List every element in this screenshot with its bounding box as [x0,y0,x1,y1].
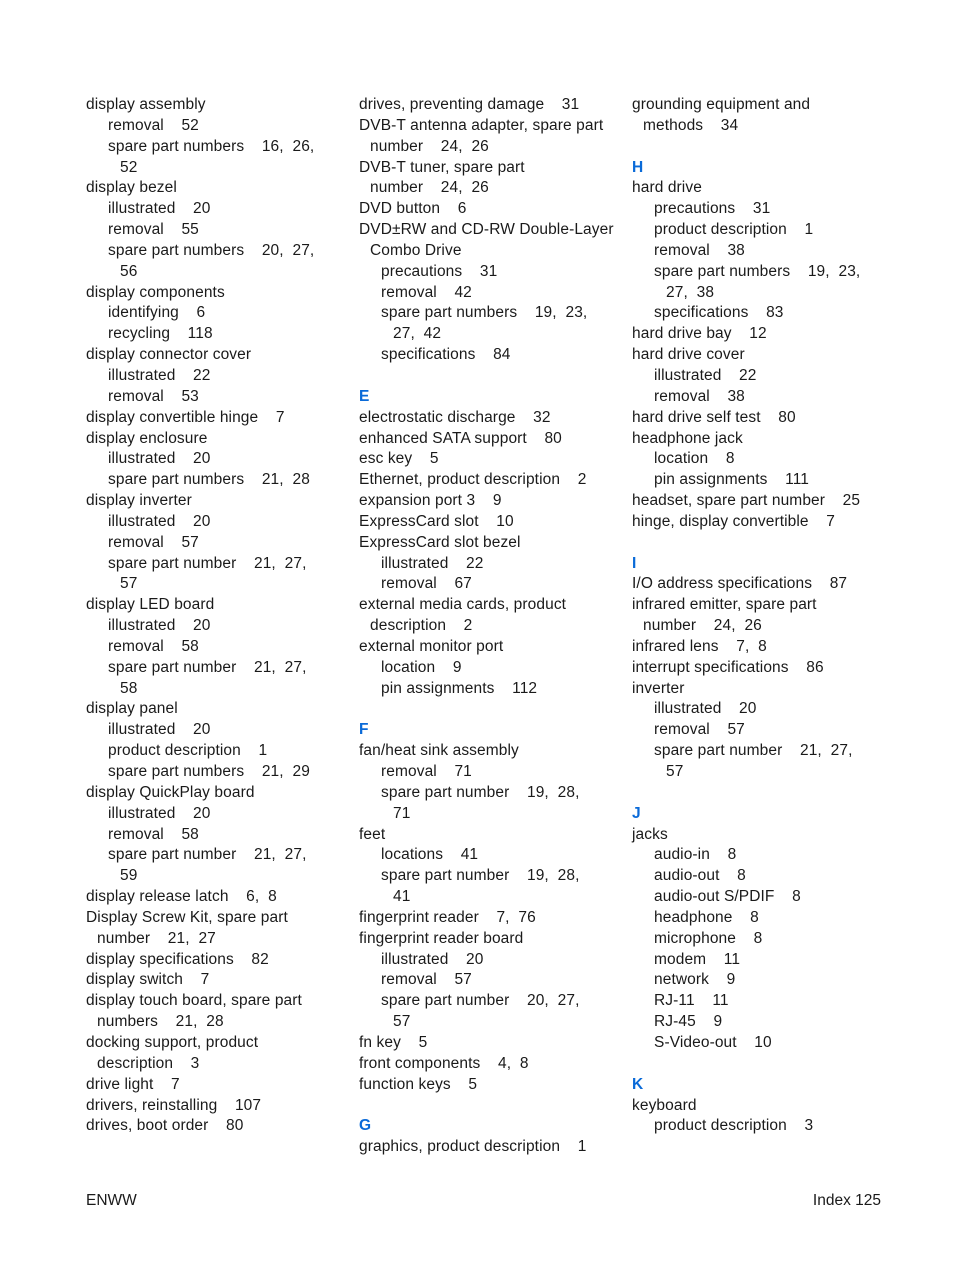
index-entry: display QuickPlay board [86,783,255,801]
index-subentry: recycling 118 [108,325,213,343]
index-entry: DVB-T antenna adapter, spare part [359,116,604,134]
index-entry-continuation: 57 [666,763,684,780]
index-subentry: specifications 83 [654,304,784,322]
index-entry: expansion port 3 9 [359,492,502,510]
index-entry: display switch 7 [86,971,210,989]
index-entry: hard drive cover [632,346,745,364]
index-entry: esc key 5 [359,450,439,468]
index-subentry: spare part number 21, 27, [654,742,853,760]
index-subentry: illustrated 22 [381,554,484,572]
index-subentry: RJ-45 9 [654,1013,723,1031]
index-entry: interrupt specifications 86 [632,658,824,676]
index-subentry: removal 42 [381,283,472,301]
index-entry-continuation: number 21, 27 [97,929,216,947]
index-entry-continuation: 56 [120,262,138,280]
index-entry: front components 4, 8 [359,1054,529,1072]
index-entry: hard drive [632,179,702,197]
index-entry: electrostatic discharge 32 [359,408,551,426]
index-entry-continuation: 71 [393,804,411,822]
index-subentry: illustrated 20 [654,700,757,718]
index-subentry: microphone 8 [654,929,763,947]
index-entry: inverter [632,679,685,697]
index-entry: keyboard [632,1096,697,1114]
index-entry: grounding equipment and [632,96,811,113]
index-entry: fingerprint reader 7, 76 [359,908,536,926]
index-subentry: specifications 84 [381,346,511,364]
index-subentry: removal 38 [654,241,745,259]
index-entry: display inverter [86,492,192,510]
index-subentry: audio-out S/PDIF 8 [654,888,801,906]
index-entry: hard drive self test 80 [632,408,796,426]
index-entry-continuation: 58 [120,679,138,697]
index-subentry: location 8 [654,450,735,468]
index-entry-continuation: numbers 21, 28 [97,1013,224,1031]
index-subentry: illustrated 20 [108,721,211,739]
index-subentry: spare part numbers 21, 28 [108,471,310,489]
index-entry: display convertible hinge 7 [86,408,285,426]
index-entry-continuation: 41 [393,888,411,906]
index-subentry: spare part numbers 16, 26, [108,137,315,155]
index-subentry: RJ-11 11 [654,992,729,1010]
index-subentry: S-Video-out 10 [654,1033,772,1051]
index-subentry: network 9 [654,971,736,989]
index-subentry: spare part numbers 19, 23, [654,262,861,280]
index-entry: fingerprint reader board [359,929,524,947]
index-subentry: spare part number 21, 27, [108,554,307,572]
index-column-1 [86,95,341,1137]
index-letter-heading: I [632,554,637,572]
index-entry: display panel [86,700,178,718]
index-entry: hard drive bay 12 [632,325,767,343]
index-letter-heading: G [359,1117,372,1135]
index-entry: drivers, reinstalling 107 [86,1096,262,1114]
index-entry: feet [359,825,386,843]
index-subentry: illustrated 20 [108,804,211,822]
index-subentry: removal 38 [654,387,745,405]
index-entry: DVB-T tuner, spare part [359,158,525,176]
index-entry-continuation: number 24, 26 [370,137,489,155]
index-entry-continuation: Combo Drive [370,241,462,259]
index-entry: ExpressCard slot 10 [359,512,514,530]
spacer [632,533,887,554]
index-entry: infrared lens 7, 8 [632,637,767,655]
index-letter-heading: J [632,804,641,822]
index-subentry: removal 57 [108,533,199,551]
index-entry: I/O address specifications 87 [632,575,848,593]
index-subentry: product description 1 [654,221,814,239]
index-letter-heading: F [359,721,369,739]
index-subentry: removal 52 [108,116,199,134]
index-entry: docking support, product [86,1033,259,1051]
footer-left: ENWW [86,1192,137,1209]
index-entry: Ethernet, product description 2 [359,471,587,489]
index-column-3 [632,95,887,1137]
index-subentry: spare part numbers 20, 27, [108,241,315,259]
index-subentry: illustrated 22 [108,366,211,384]
index-column-2 [359,95,614,1158]
index-subentry: product description 3 [654,1117,814,1135]
index-entry: headset, spare part number 25 [632,492,861,510]
index-entry: jacks [632,825,668,843]
index-entry: fn key 5 [359,1033,428,1051]
spacer [359,366,614,387]
index-entry: display bezel [86,179,177,197]
index-subentry: removal 67 [381,575,472,593]
index-subentry: spare part number 19, 28, [381,783,580,801]
index-subentry: illustrated 20 [108,450,211,468]
index-subentry: removal 58 [108,637,199,655]
index-subentry: spare part number 19, 28, [381,867,580,885]
index-subentry: spare part numbers 21, 29 [108,763,310,780]
index-entry-continuation: 57 [393,1013,411,1031]
index-entry: drive light 7 [86,1075,180,1093]
index-entry-continuation: description 3 [97,1054,200,1072]
index-subentry: illustrated 22 [654,366,757,384]
index-subentry: audio-out 8 [654,867,746,885]
index-entry-continuation: 27, 38 [666,283,715,301]
index-entry-continuation: 52 [120,158,138,176]
index-subentry: precautions 31 [381,262,498,280]
index-entry-continuation: description 2 [370,617,473,635]
index-subentry: spare part numbers 19, 23, [381,304,588,322]
index-letter-heading: E [359,387,370,405]
index-entry: infrared emitter, spare part [632,596,817,614]
index-subentry: removal 58 [108,825,199,843]
index-entry: display specifications 82 [86,950,269,968]
index-subentry: spare part number 20, 27, [381,992,580,1010]
index-entry: graphics, product description 1 [359,1138,587,1156]
index-subentry: pin assignments 111 [654,471,809,489]
index-subentry: audio-in 8 [654,846,737,864]
index-subentry: pin assignments 112 [381,679,538,697]
index-entry: display components [86,283,225,301]
index-entry-continuation: number 24, 26 [643,617,762,635]
index-entry: fan/heat sink assembly [359,742,519,760]
index-entry: drives, preventing damage 31 [359,96,580,113]
index-subentry: identifying 6 [108,304,206,322]
index-subentry: removal 57 [381,971,472,989]
spacer [632,783,887,804]
index-entry-continuation: methods 34 [643,116,739,134]
spacer [632,1054,887,1075]
index-subentry: spare part number 21, 27, [108,658,307,676]
index-entry-continuation: 27, 42 [393,325,442,343]
index-entry: function keys 5 [359,1075,478,1093]
index-entry: DVD button 6 [359,200,467,218]
index-entry: ExpressCard slot bezel [359,533,521,551]
index-entry: display assembly [86,96,206,113]
index-entry: display touch board, spare part [86,992,302,1010]
index-subentry: locations 41 [381,846,479,864]
index-entry-continuation: number 24, 26 [370,179,489,197]
index-entry: enhanced SATA support 80 [359,429,562,447]
index-subentry: illustrated 20 [108,617,211,635]
index-subentry: location 9 [381,658,462,676]
index-letter-heading: K [632,1075,644,1093]
index-subentry: removal 71 [381,763,472,780]
spacer [359,699,614,720]
index-subentry: headphone 8 [654,908,759,926]
index-subentry: illustrated 20 [381,950,484,968]
index-entry-continuation: 59 [120,867,138,885]
index-entry: display release latch 6, 8 [86,888,277,906]
index-entry: Display Screw Kit, spare part [86,908,288,926]
index-subentry: illustrated 20 [108,200,211,218]
index-subentry: removal 57 [654,721,745,739]
index-subentry: precautions 31 [654,200,771,218]
index-subentry: illustrated 20 [108,512,211,530]
index-entry: display LED board [86,596,215,614]
index-entry: DVD±RW and CD-RW Double-Layer [359,221,614,239]
index-subentry: removal 53 [108,387,199,405]
spacer [359,1096,614,1117]
index-entry: display connector cover [86,346,252,364]
index-entry-continuation: 57 [120,575,138,593]
index-subentry: removal 55 [108,221,199,239]
index-letter-heading: H [632,158,644,176]
index-subentry: product description 1 [108,742,268,760]
index-entry: external media cards, product [359,596,567,614]
index-entry: drives, boot order 80 [86,1117,244,1135]
index-subentry: spare part number 21, 27, [108,846,307,864]
index-entry: display enclosure [86,429,208,447]
index-entry: hinge, display convertible 7 [632,512,835,530]
index-subentry: modem 11 [654,950,741,968]
footer-page-number: Index 125 [812,1192,881,1209]
index-entry: headphone jack [632,429,743,447]
index-entry: external monitor port [359,637,504,655]
spacer [632,137,887,158]
